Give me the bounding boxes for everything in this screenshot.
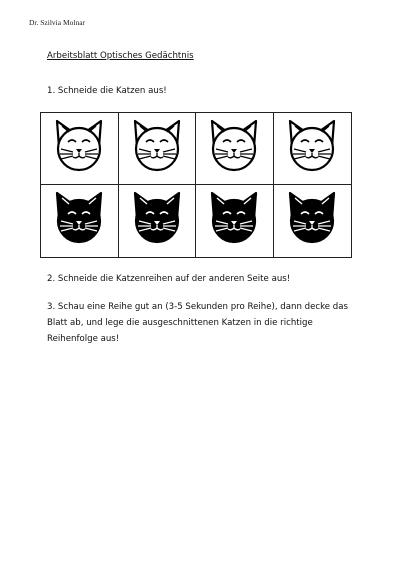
instruction-step-1: 1. Schneide die Katzen aus! xyxy=(47,86,167,96)
white-cat-icon xyxy=(49,115,109,173)
cat-cell[interactable] xyxy=(274,113,352,185)
black-cat-icon xyxy=(204,187,264,245)
cat-cell[interactable] xyxy=(196,113,274,185)
instruction-step-2: 2. Schneide die Katzenreihen auf der anderen Seite aus! xyxy=(47,274,291,284)
black-cat-icon xyxy=(282,187,342,245)
author-name: Dr. Szilvia Molnar xyxy=(29,18,86,27)
instruction-step-3: 3. Schau eine Reihe gut an (3-5 Sekunden pro Reihe), dann decke das Blatt ab, und lege die ausgeschnittenen Katzen in die richtige Reihenfolge aus! xyxy=(47,302,349,344)
black-cat-icon xyxy=(49,187,109,245)
black-cat-icon xyxy=(127,187,187,245)
white-cat-icon xyxy=(204,115,264,173)
cat-cell[interactable] xyxy=(119,185,197,257)
cat-cell[interactable] xyxy=(196,185,274,257)
worksheet-title: Arbeitsblatt Optisches Gedächtnis xyxy=(47,51,194,61)
cat-cell[interactable] xyxy=(41,113,119,185)
white-cat-icon xyxy=(127,115,187,173)
cat-cell[interactable] xyxy=(41,185,119,257)
cat-cutout-grid xyxy=(40,112,352,258)
cat-cell[interactable] xyxy=(119,113,197,185)
white-cat-icon xyxy=(282,115,342,173)
cat-cell[interactable] xyxy=(274,185,352,257)
